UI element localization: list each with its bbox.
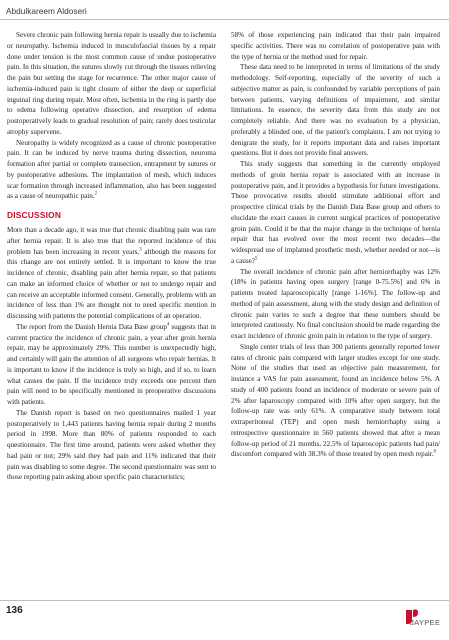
header-rule <box>0 19 449 20</box>
citation-ref: 5 <box>254 256 258 262</box>
paragraph: This study suggests that something in the currently employed methods of groin hernia repair is associated with an increase in postoperative pain, and it provides a hypothesis for future investigations. These provocative results should stimulate additional effort and prospective clinical trials by the Danish Data Base group and others to elucidate the exact causes in current surgical practices of postoperative groin pain. Could it be that the major change in the technique of hernia repair that has evolved over the most recent two decades—the widespread use of implanted prosthetic mesh, whether needed or not—is a cause?$^5$ <box>231 160 440 265</box>
left-column <box>7 30 216 483</box>
paragraph: More than a decade ago, it was true that chronic disabling pain was rare after hernia repair. It is also true that the reported incidence of this problem has been increasing in recent years,$^3$ although the reasons for this change are not entirely settled. It is important to know the true incidence of chronic, disabling pain after hernia repair, so that patients can make an informed choice of whether or not to undergo repair and can receive an acceptable informed consent. Generally, problems with an incidence of less than 1% are thought not to need specific mention in discussing with patients the potential complications of an operation. <box>7 226 216 320</box>
citation-ref: 4 <box>166 322 170 328</box>
paragraph: Single center trials of less than 300 patients generally reported lower rates of chronic pain compared with larger studies except for one study. None of the studies that used an objective pain measurement, for instance a VAS for pain assessment, found an incidence below 5%. A study of 400 patients found an incidence of moderate or severe pain of 2% after laparoscopy compared with 10% after open surgery, but the follow-up rate was only 61%. A comparative study between total extraperitoneal (TEP) and open mesh herniorrhaphy using a retrospective questionnaire in 560 patients showed that after a mean follow-up period of 21 months, 22.5% of laparoscopic patients had pain/ discomfort compared with 38.3% of those treated by open mesh repair.$^6$ <box>231 342 440 459</box>
footer-rule <box>0 600 449 601</box>
citation-ref: 3 <box>139 247 142 253</box>
paragraph: Neuropathy is widely recognized as a cause of chronic postoperative pain. It can be induced by nerve trauma during dissection, neuroma formation after partial or complete transection, entrapment by sutures or by postoperative adhesions. The implantation of mesh, which induces scar formation through increased inflammation, also has been suggested as a cause of neuropathic pain.$^2$ <box>7 138 216 201</box>
citation-ref: 2 <box>94 191 98 197</box>
paragraph: The overall incidence of chronic pain after herniorrhaphy was 12% (18% in patients having open surgery [range 0-75.5%] and 6% in patients treated laparoscopically [range 1-16%]. The follow-up and method of pain assessment, along with the study design and definition of chronic pain varies to such a degree that these numbers should be interpreted cautiously. No final conclusion should be made regarding the exact incidence of chronic groin pain in relation to the type of surgery. <box>231 267 440 340</box>
publisher-logo-text: JAYPEE <box>410 618 441 627</box>
paragraph: 58% of those experiencing pain indicated that their pain impaired specific activities. There was no correlation of postoperative pain with the type of hernia or the method used for repair. <box>231 31 440 61</box>
paragraph: Severe chronic pain following hernia repair is usually due to ischemia or neuropathy. Ischemia induced in musculofascial tissues by a repair done under tension is the most common cause of undue postoperative pain. In this situation, the sutures slowly cut through the tissues relieving the pain but setting the stage for recurrence. The other major cause of ischemia-induced pain is tight closure of either the deep or superficial inguinal ring during repair. Most often, ischemia in the ring is partly due to edema following operative dissection, and resorption of edema postoperatively leads to gradual resolution of pain; rarely does testicular atrophy supervene. <box>7 31 216 136</box>
right-column <box>231 30 440 460</box>
paragraph: These data need to be interpreted in terms of limitations of the study methodology. Self-reporting, especially of the severity of such a subjective matter as pain, is confounded by variable perceptions of pain between patients, varying definitions of impairment, and similar limitations. In essence, the severity data from this study are not completely reliable. And there was no evaluation by a physician, preferably a blinded one, of the patient's complaints. I am not trying to denigrate the study, for it reports important data and raises important questions. But it does not provide final answers. <box>231 63 440 158</box>
running-header-author: Abdulkareem Aldoseri <box>6 6 87 16</box>
citation-ref: 6 <box>433 449 437 455</box>
paragraph: The report from the Danish Hernia Data Base group$^4$ suggests that in current practice the incidence of chronic pain, a year after groin hernia repair, may be approximately 29%. This number is unexpectedly high, and certainly will gain the attention of all surgeons who repair hernias. It is important to know if the incidence is truly so high, and if so, to learn what causes the pain. If the incidence truly exceeds one percent then pain will need to be specifically mentioned in preoperative discussions with patients. <box>7 322 216 406</box>
section-heading: DISCUSSION <box>7 210 62 220</box>
page-number: 136 <box>6 605 23 616</box>
paragraph: The Danish report is based on two questionnaires mailed 1 year postoperatively to 1,443 patients having hernia repair during 2 months period in 1998. More than 80% of patients responded to each questionnaire. The first time around, patients were asked whether they had pain or not; 29% said they had pain and 11% indicated that their pain was disabling to some degree. The second questionnaire was sent to those reporting pain asking about specific pain characteristics; <box>7 408 216 482</box>
